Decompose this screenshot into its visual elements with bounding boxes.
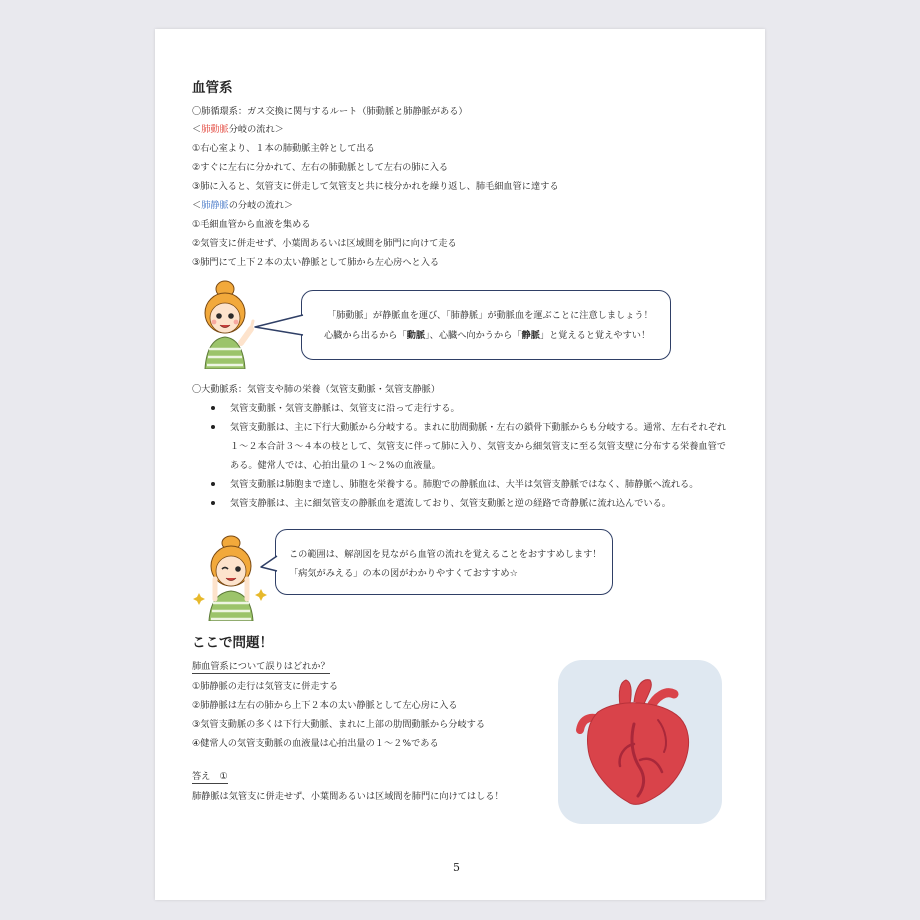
quiz-title: ここで問題！	[192, 635, 273, 651]
pulmonary-intro: 〇肺循環系：ガス交換に関与するルート（肺動脈と肺静脈がある）	[192, 106, 468, 117]
bullet-dot	[211, 501, 215, 505]
bubble-1-line-1: 「肺動脈」が静脈血を運び、「肺静脈」が動脈血を運ぶことに注意しましょう！	[327, 310, 653, 321]
answer-label: 答え ①	[192, 771, 228, 782]
heart-illustration-frame	[558, 660, 722, 824]
heart-illustration	[558, 660, 722, 824]
speech-bubble-2	[275, 529, 613, 595]
artery-step: ①右心室より、１本の肺動脈主幹として出る	[192, 143, 375, 154]
artery-heading: ＜肺動脈分岐の流れ＞	[192, 124, 284, 135]
page-title: 血管系	[192, 80, 233, 96]
vein-word: 肺静脈	[201, 200, 229, 211]
quiz-option: ②肺静脈は左右の肺から上下２本の太い静脈として左心房に入る	[192, 700, 458, 711]
page-number: 5	[453, 861, 460, 874]
bubble-1-tail	[253, 313, 305, 339]
document-page	[155, 29, 765, 900]
bronchial-bullet-cont: １～２本合計３～４本の枝として、気管支に伴って肺に入り、気管支から細気管支に至る気管支壁に分布する栄養血管で	[230, 441, 726, 452]
bubble-2-line-1: この範囲は、解剖図を見ながら血管の流れを覚えることをおすすめします！	[289, 549, 602, 560]
quiz-option: ①肺静脈の走行は気管支に併走する	[192, 681, 339, 692]
bubble-2-tail	[259, 555, 279, 573]
vein-heading: ＜肺静脈の分岐の流れ＞	[192, 200, 294, 211]
artery-word: 肺動脈	[201, 124, 229, 135]
bronchial-bullet: 気管支動脈は、主に下行大動脈から分岐する。まれに肋間動脈・左右の鎖骨下動脈からも分岐する。通常、左右それぞれ	[230, 422, 727, 433]
speech-bubble-1	[301, 290, 671, 360]
artery-step: ③肺に入ると、気管支に併走して気管支と共に枝分かれを繰り返し、肺毛細血管に達する	[192, 181, 559, 192]
answer-explanation: 肺静脈は気管支に併走せず、小葉間あるいは区域間を肺門に向けてはしる！	[192, 791, 504, 802]
bubble-1-line-2: 心臓から出るから「動脈」、心臓へ向かうから「静脈」と覚えると覚えやすい！	[324, 330, 651, 341]
girl-wink-icon	[191, 535, 269, 621]
bullet-dot	[211, 406, 215, 410]
bronchial-bullet: 気管支静脈は、主に細気管支の静脈血を還流しており、気管支動脈と逆の経路で奇静脈に流れ込んでいる。	[230, 498, 671, 509]
vein-step: ②気管支に併走せず、小葉間あるいは区域間を肺門に向けて走る	[192, 238, 457, 249]
quiz-option: ③気管支動脈の多くは下行大動脈、まれに上部の肋間動脈から分岐する	[192, 719, 486, 730]
bullet-dot	[211, 482, 215, 486]
bullet-dot	[211, 425, 215, 429]
bronchial-bullet: 気管支動脈・気管支静脈は、気管支に沿って走行する。	[230, 403, 460, 414]
bronchial-bullet-cont: ある。健常人では、心拍出量の１～２%の血液量。	[230, 460, 441, 471]
quiz-question: 肺血管系について誤りはどれか？	[192, 661, 330, 672]
bubble-2-line-2: 「病気がみえる」の本の図がわかりやすくておすすめ☆	[289, 568, 518, 579]
bronchial-intro: 〇大動脈系：気管支や肺の栄養（気管支動脈・気管支静脈）	[192, 384, 441, 395]
vein-step: ①毛細血管から血液を集める	[192, 219, 311, 230]
bronchial-bullet: 気管支動脈は肺胞まで達し、肺胞を栄養する。肺胞での静脈血は、大半は気管支静脈ではなく、肺静脈へ流れる。	[230, 479, 699, 490]
quiz-option: ④健常人の気管支動脈の血液量は心拍出量の１～２%である	[192, 738, 439, 749]
artery-step: ②すぐに左右に分かれて、左右の肺動脈として左右の肺に入る	[192, 162, 449, 173]
vein-step: ③肺門にて上下２本の太い静脈として肺から左心房へと入る	[192, 257, 440, 268]
